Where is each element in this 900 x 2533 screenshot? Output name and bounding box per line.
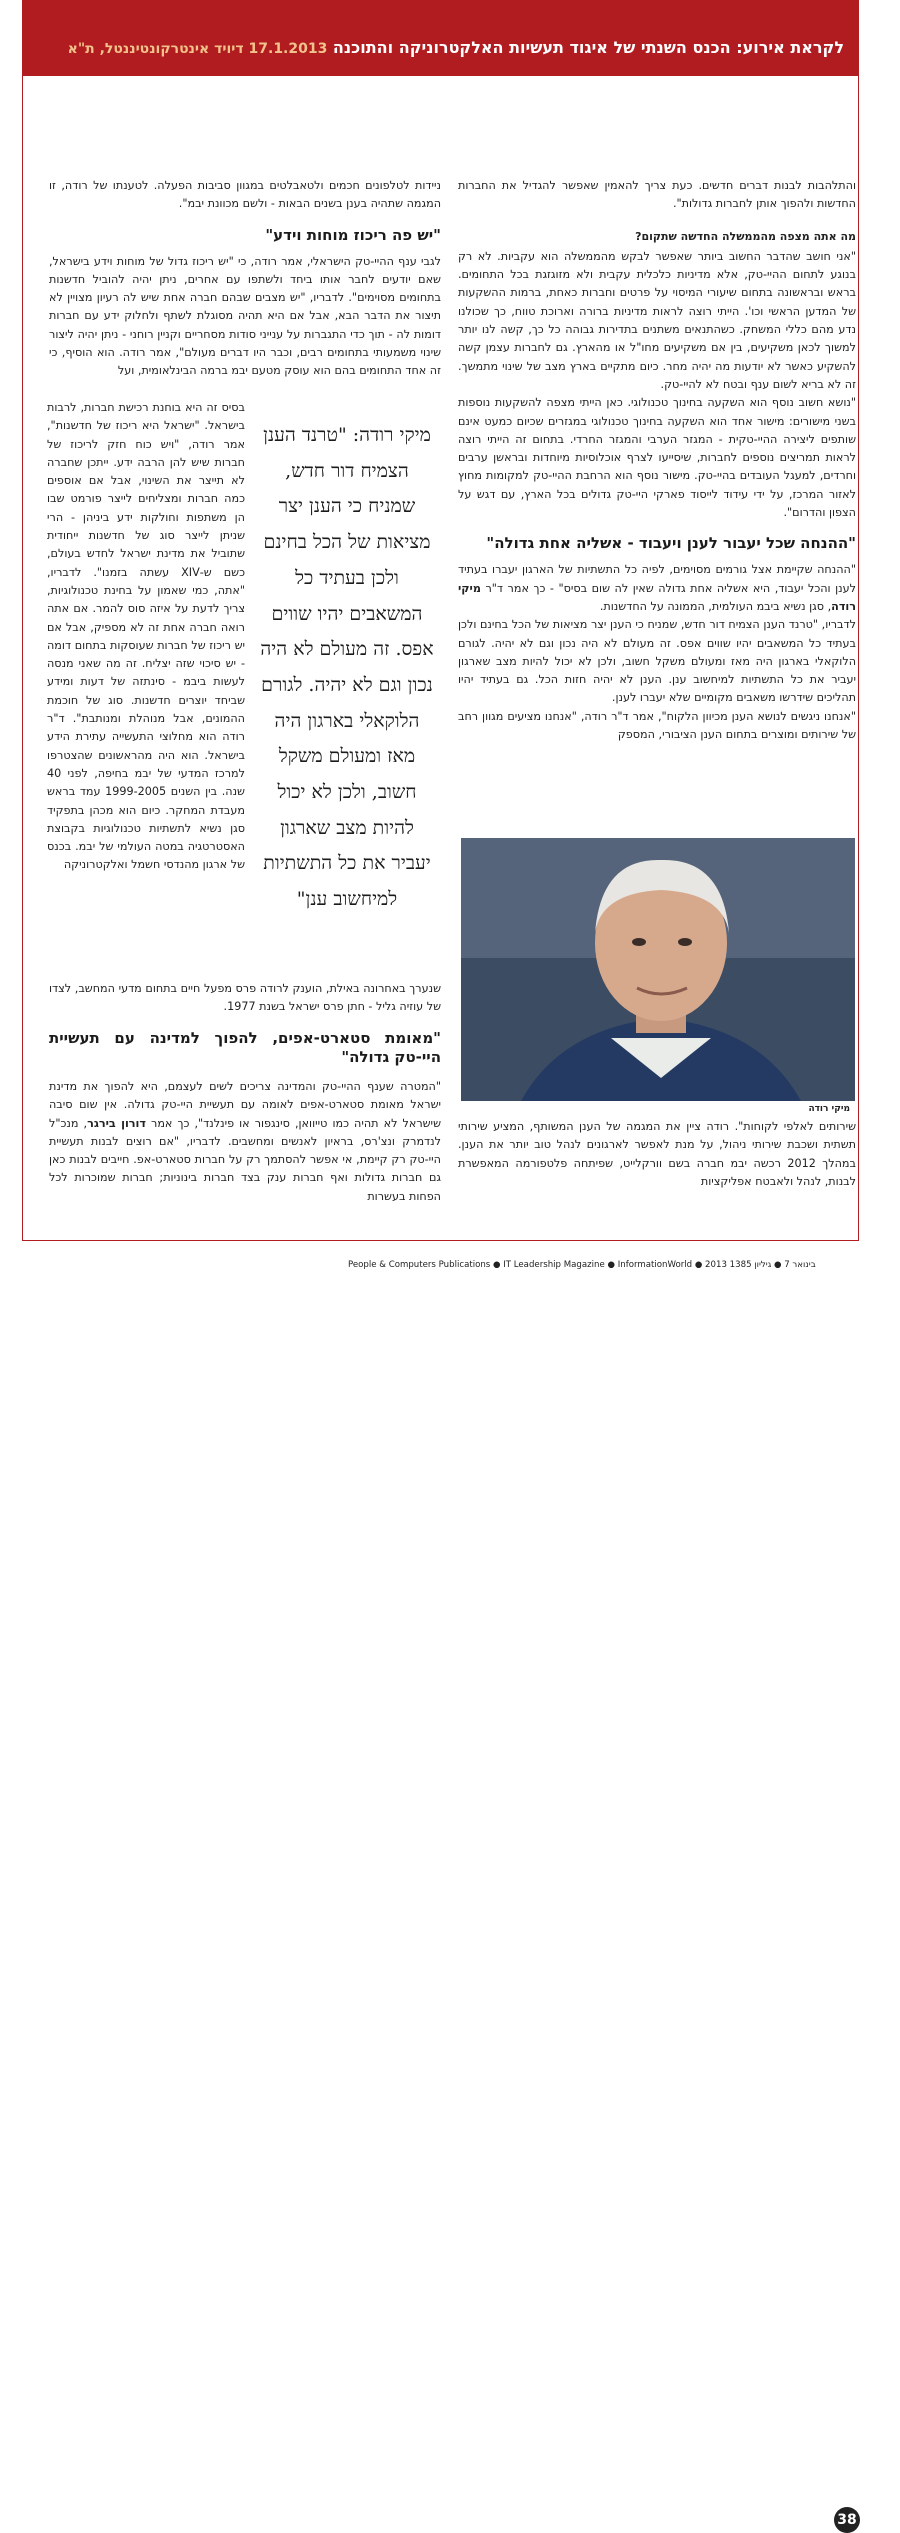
wrapped-column: בסיס זה היא בוחנת רכישת חברות, לרבות בישראל. "ישראל היא ריכוז של חדשנות", אמר רודה, "ויש כוח חזק לריכוז של חברות שיש להן הרבה ידע. ייתכן שחברה לא תייצר את השינוי, אבל אם אוספים כמה חברות ומצליחים לייצר פורמט שבו הן משתפות וחולקות ידע ביניהן - הרי שניתן לייצר סוג של חדשנות ייחודית שתוביל את מדינת ישראל לחדש בעולם, כשם ש-XIV עשתה בזמנו". לדבריו, "אתה, כמי שאמון על בחינת טכנולוגיות, צריך לדעת על איזה סוס להמר. אם אתה רואה חברה אחת זה לא מספיק, אבל אם יש ריכוז של חברות שעוסקות בתחום דומה - יש סיכוי שזה יצליח. זה מה שאני מנסה לעשות ביבמ - סינתזה של דעות ומידע שביחד יוצרים חדשנות. סוג של חוכמת ההמונים, אבל מנוהלת ומנותבת". ד"ר רודה הוא מחלוצי התעשייה עתירת הידע בישראל. הוא היה מהראשונים שהצטרפו למרכז המדעי של יבמ בחיפה, לפני 40 שנה. בין השנים 1999-2005 עמד בראש מעבדת המחקר. כיום הוא מכהן בתפקיד סגן נשיא לתשתיות טכנולוגיות בקבוצת האסטרטגיה במטה העולמי של יבמ. בכנס של ארגון מהנדסי חשמל ואלקטרוניקה <box>47 401 245 872</box>
paragraph: "אני חושב שהדבר החשוב ביותר שאפשר לבקש מהממשלה הוא עקביות. לא רק בנוגע לתחום ההיי-טק, אלא מדיניות כלכלית עקבית ולא מזוגזגת בכל התחומים. בראש ובראשונה בתחום שיעורי המיסוי על פרטים וחברות כאחת, ברמות ההשקעות של המדען הראשי וכו'. הייתי רוצה לראות מדיניות ברורה וארוכת טווח, כך שכולנו נדע מהם כללי המשחק. כשהתנאים משתנים בתדירות גבוהה כל כך, קשה לנו יותר למשוך לכאן משקיעים, בין אם משקיעים מחו"ל או מהארץ. גם לחברות עצמן קשה להשקיע כאשר לא יודעות מה יהיה מחר. כיום מתקיים בארץ מצב של שינוי מתמשך. זה לא בריא לשום ענף ובטח לא להיי-טק. <box>458 249 856 391</box>
question-heading: מה אתה מצפה מהממשלה החדשה שתקום? <box>635 229 856 243</box>
paragraph <box>458 561 856 616</box>
paragraph: שירותים לאלפי לקוחות". רודה ציין את המגמה של הענן המשותף, המציע שירותי תשתית ושכבת שירותי ניהול, על מנת לאפשר לארגונים לנהל טוב יותר את הענן. במהלך 2012 רכשה יבמ חברה בשם וורקלייט, שפיתחה פלטפורמה המאפשרת לבנות, לנהל ולאבטח אפליקציות <box>458 1120 856 1188</box>
page-number-badge: 38 <box>834 2507 860 2533</box>
footer-publication-line: People & Computers Publications ● IT Leadership Magazine ● InformationWorld ● 2013 בינואר 7 ● גיליון 1385 <box>348 1260 816 1270</box>
section-heading: "ההנחה שכל יעבור לענן ויעבוד - אשליה אחת גדולה" <box>486 534 856 553</box>
paragraph: והתלהבות לבנות דברים חדשים. כעת צריך להאמין שאפשר להגדיל את החברות החדשות ולהפוך אותן לחברות גדולות". <box>458 179 856 211</box>
portrait-illustration <box>461 838 855 1101</box>
portrait-photo <box>461 838 855 1101</box>
text: "ההנחה שקיימת אצל גורמים מסוימים, לפיה כל התשתיות של הארגון יעברו בעתיד לענן והכל יעבוד, היא אשליה אחת גדולה שאין לה שום בסיס" - כך אמר ד"ר <box>458 563 856 595</box>
section-heading: "מאומת סטארט-אפים, להפוך למדינה עם תעשיית היי-טק גדולה" <box>49 1028 441 1066</box>
banner-date: 17.1.2013 דיויד אינטרקונטיננטל, ת"א <box>67 41 328 57</box>
paragraph: ניידות לטלפונים חכמים ולטאבלטים במגוון סביבות הפעלה. לטענתו של רודה, זו המגמה שתהיה בענן בשנים הבאות - ולשם מכוונת יבמ". <box>49 179 441 211</box>
person-name: דורון בירגר <box>87 1116 146 1130</box>
text: , מנכ"ל לנדמרק ונצ'רס, בראיון לאנשים ומחשבים. לדבריו, "אם רוצים לבנות תעשיית היי-טק רק קיימת, אי אפשר להסתמך רק על חברות סטארט-אפ. חייבים לבנות כאן גם חברות גדולות ואף חברות ענק בצד חברות בינוניות; חברות שמוכרות לכל הפחות בעשרות <box>49 1116 441 1203</box>
paragraph: "נושא חשוב נוסף הוא השקעה בחינוך טכנולוגי. כאן הייתי מצפה להשקעות נוספות בשני מישורים: מישור אחד הוא השקעה בחינוך טכנולוגי במגזרים שכיום כמעט אינם שותפים ליצירה ההיי-טקית - המגזר הערבי והמגזר החרדי. בתחום זה הייתי רוצה לראות תמריצים נוספים לחברות, שיסייעו לצרף אוכלוסיות מיוחדות ובראשן ערבים וחרדים, למעגל העובדים בהיי-טק. מישור נוסף הוא הרחבת ההיי-טק למקומות מחוץ לאזור המרכז, על ידי עידוד לייסוד פארקי היי-טק גדולים בכל הארץ, עם דגש על הצפון והדרום". <box>458 396 856 520</box>
text: , סגן נשיא ביבמ העולמית, הממונה על החדשנות. <box>599 599 832 613</box>
pull-quote: מיקי רודה: "טרנד הענן הצמיח דור חדש, שמניח כי הענן יצר מציאות של הכל בחינם ולכן בעתיד כל המשאבים יהיו שווים אפס. זה מעולם לא היה נכון וגם לא יהיה. לגורם הלוקאלי בארגון היה מאז ומעולם משקל חשוב, ולכן לא יכול להיות מצב שארגון יעביר את כל התשתיות למיחשוב ענן" <box>260 424 434 911</box>
banner-title-text: לקראת אירוע: הכנס השנתי של איגוד תעשיות האלקטרוניקה והתוכנה <box>332 38 844 57</box>
section-heading: "יש פה ריכוז מוחות וידע" <box>265 225 441 244</box>
person-name: מיקי רודה <box>458 581 856 613</box>
right-column-continued <box>458 1118 856 1191</box>
paragraph: שנערך באחרונה באילת, הוענק לרודה פרס מפעל חיים בתחום מדעי המחשב, לצדו של עוזיה גליל - חתן פרס ישראל בשנת 1977. <box>49 982 441 1014</box>
left-column-lower <box>49 969 441 1217</box>
header-banner <box>23 0 858 76</box>
paragraph <box>49 1078 441 1206</box>
photo-caption: מיקי רודה <box>808 1104 850 1114</box>
paragraph: לדבריו, "טרנד הענן הצמיח דור חדש, שמניח כי הענן יצר מציאות של הכל בחינם ולכן בעתיד כל המשאבים יהיו שווים אפס. זה מעולם לא היה נכון וגם לא יהיה. לגורם הלוקאלי בארגון היה מאז ומעולם משקל חשוב, ולכן לא יכול להיות מצב שארגון יעביר את כל התשתיות למיחשוב ענן. הענן לא יהיה חזות הכל. גם בעתיד יהיו תהליכים שידרשו משאבים מקומיים שלא יעברו לענן. <box>458 618 856 705</box>
paragraph: לגבי ענף ההיי-טק הישראלי, אמר רודה, כי "יש ריכוז גדול של מוחות וידע בישראל, שאם יודעים לחבר אותו ביחד ולשתפו עם אחרים, ניתן יהיה להוביל חדשנות בתחומים מסוימים". לדבריו, "יש מצבים שבהם חברה אחת שיש לה רעיון מצויין לא תיצור את הדבר הבא, אבל אם היא תהיה מסוגלת לשתף ולחלוק ידע עם חברות דומות לה - תוך כדי התגברות על ענייני סודות מסחריים וקניין רוחני - ניתן יהיה ליצור שינוי משמעותי בתחומים רבים, וכבר היו דברים מעולם", אמר רודה. הוא הוסיף, כי זה אחד התחומים בהם הוא עוסק מטעם יבמ ברמה הבינלאומית, ועל <box>49 254 441 378</box>
page-footer <box>0 1252 900 2528</box>
paragraph: "אנחנו ניגשים לנושא הענן מכיוון הלקוח", אמר ד"ר רודה, "אנחנו מציעים מגוון רחב של שירותים ומוצרים בתחום הענן הציבורי, המספק <box>458 709 856 742</box>
text: "המטרה שענף ההיי-טק והמדינה צריכים לשים לעצמם, היא להפוך את מדינת ישראל מאומת סטארט-אפים לאומה עם תעשיית היי-טק גדולה. אין שום סיבה שישראל לא תהיה כמו טייוואן, סינגפור או פינלנד", כך אמר <box>49 1079 441 1130</box>
right-column <box>458 177 856 744</box>
page-frame <box>22 0 859 1241</box>
banner-title <box>68 38 844 57</box>
left-column <box>49 177 441 381</box>
